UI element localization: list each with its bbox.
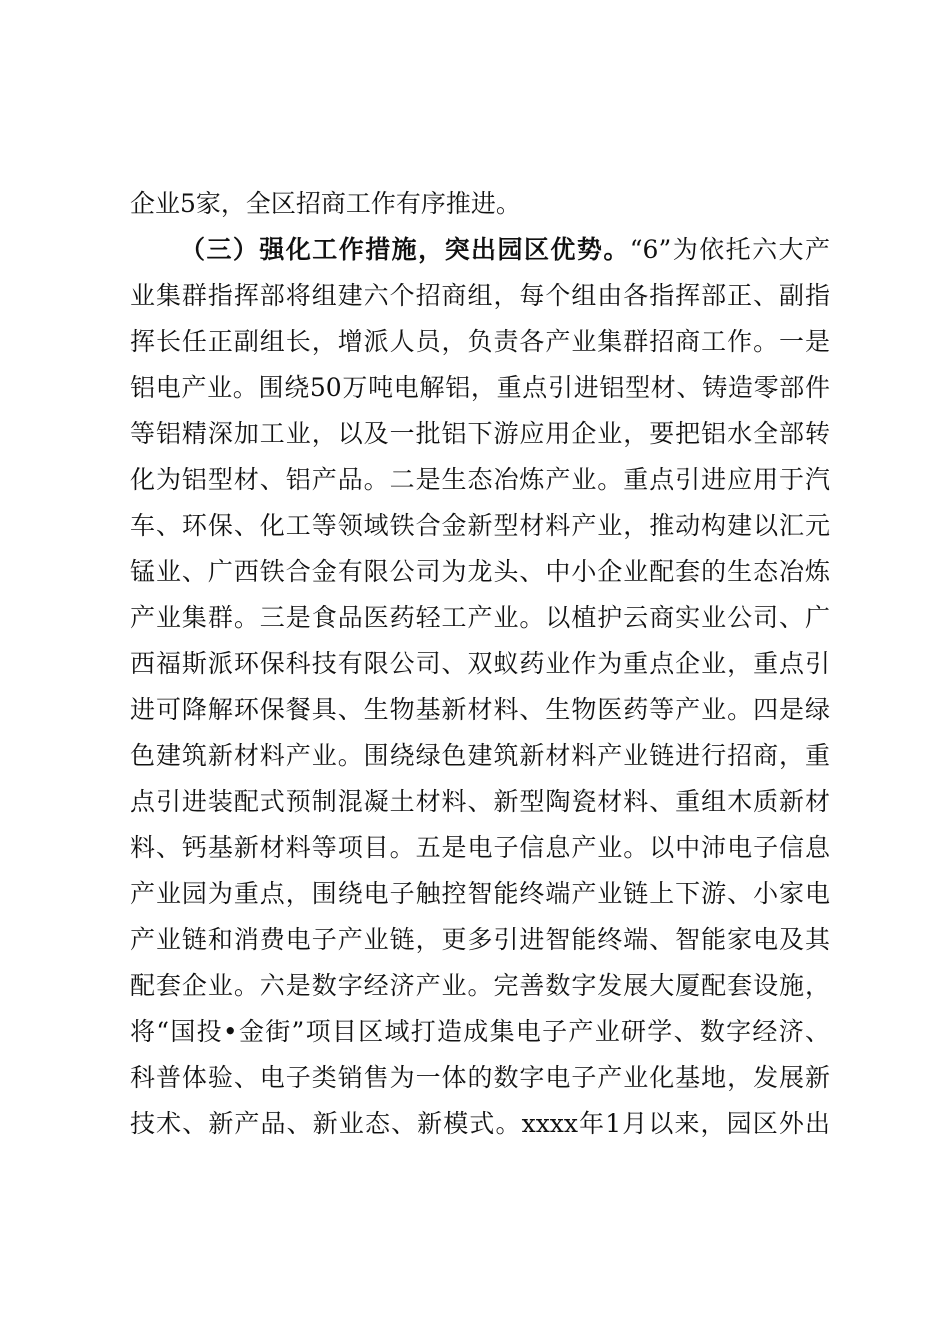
paragraph-line: 铝电产业。围绕50万吨电解铝，重点引进铝型材、铸造零部件: [130, 373, 830, 402]
paragraph-line: 色建筑新材料产业。围绕绿色建筑新材料产业链进行招商，重: [130, 741, 830, 770]
paragraph-line: 将“国投•金街”项目区域打造成集电子产业研学、数字经济、: [130, 1017, 830, 1046]
paragraph-line: 产业园为重点，围绕电子触控智能终端产业链上下游、小家电: [130, 879, 830, 908]
paragraph-line: 产业链和消费电子产业链，更多引进智能终端、智能家电及其: [130, 925, 830, 954]
paragraph-line: 挥长任正副组长，增派人员，负责各产业集群招商工作。一是: [130, 327, 830, 356]
paragraph-line-rest: “6”为依托六大产: [629, 235, 830, 264]
paragraph-line: 化为铝型材、铝产品。二是生态冶炼产业。重点引进应用于汽: [130, 465, 830, 494]
body-text: [130, 181, 830, 1147]
paragraph-line: 产业集群。三是食品医药轻工产业。以植护云商实业公司、广: [130, 603, 830, 632]
paragraph-line: 料、钙基新材料等项目。五是电子信息产业。以中沛电子信息: [130, 833, 830, 862]
paragraph-line: 配套企业。六是数字经济产业。完善数字发展大厦配套设施，: [130, 971, 830, 1000]
section-heading: （三）强化工作措施，突出园区优势。: [180, 235, 630, 264]
paragraph-line: 西福斯派环保科技有限公司、双蚁药业作为重点企业，重点引: [130, 649, 830, 678]
paragraph-first-line: [130, 227, 830, 273]
paragraph-line: 车、环保、化工等领域铁合金新型材料产业，推动构建以汇元: [130, 511, 830, 540]
paragraph-line: 点引进装配式预制混凝土材料、新型陶瓷材料、重组木质新材: [130, 787, 830, 816]
paragraph-line: 技术、新产品、新业态、新模式。xxxx年1月以来，园区外出: [130, 1109, 830, 1138]
paragraph-line: 进可降解环保餐具、生物基新材料、生物医药等产业。四是绿: [130, 695, 830, 724]
paragraph-line: 科普体验、电子类销售为一体的数字电子产业化基地，发展新: [130, 1063, 830, 1092]
paragraph-line: 锰业、广西铁合金有限公司为龙头、中小企业配套的生态冶炼: [130, 557, 830, 586]
paragraph-line: 等铝精深加工业，以及一批铝下游应用企业，要把铝水全部转: [130, 419, 830, 448]
paragraph-line: 业集群指挥部将组建六个招商组，每个组由各指挥部正、副指: [130, 281, 830, 310]
paragraph-line: 企业5家，全区招商工作有序推进。: [130, 189, 521, 218]
